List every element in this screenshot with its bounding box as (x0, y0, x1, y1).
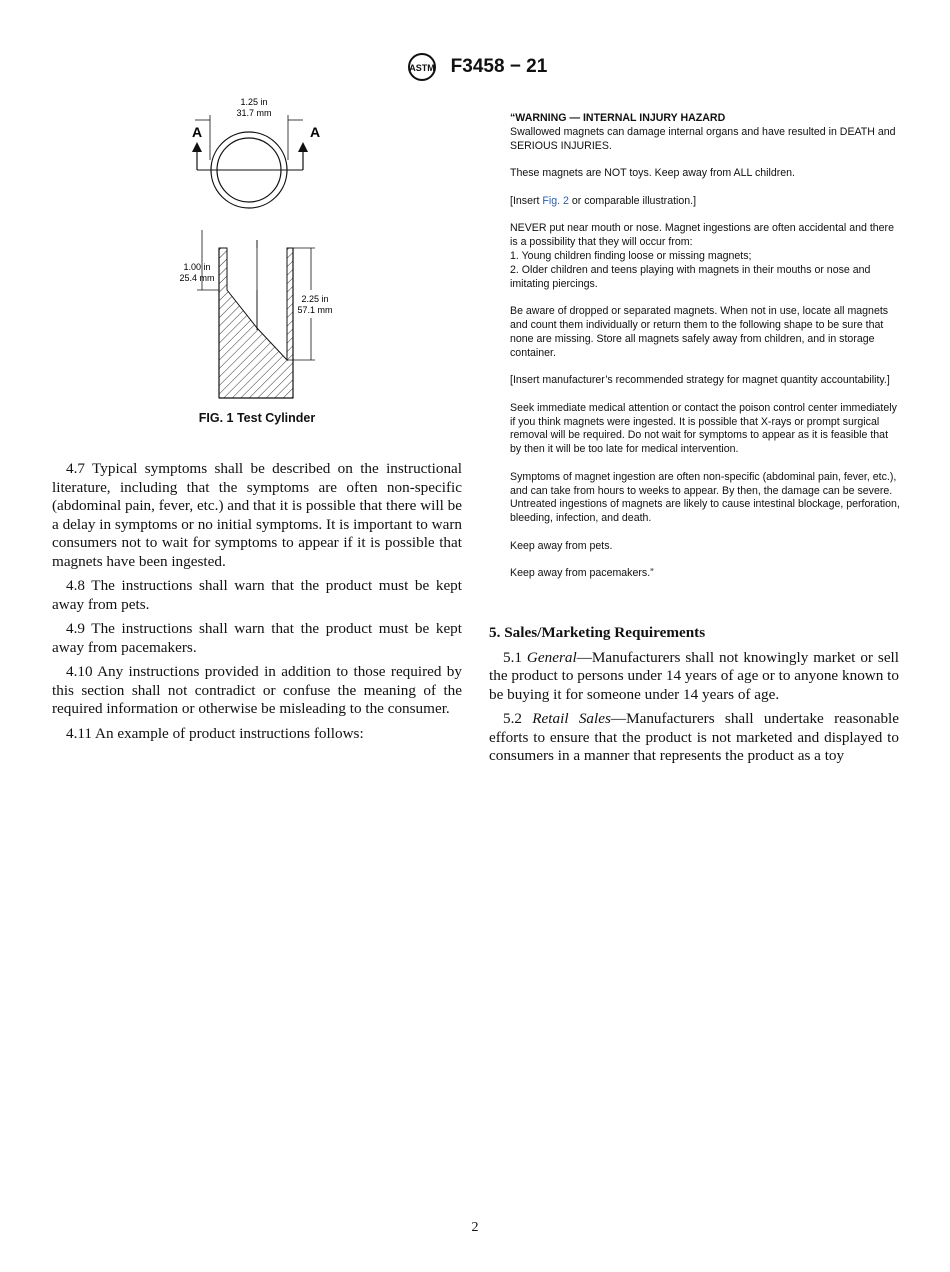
astm-logo-icon (403, 52, 441, 82)
warning-never (510, 222, 900, 291)
paragraph-4-11: 4.11 An example of product instructions follows: (66, 724, 364, 742)
p52-text: —Manufacturers shall undertake reasonable efforts to ensure that the product is not marketed and displayed to consumers in a manner that represents the product as a toy (489, 710, 899, 764)
never-line-3: 2. Older children and teens playing with magnets in their mouths or nose and imitating piercings. (510, 263, 871, 290)
warning-insert-figure (510, 195, 900, 209)
height-mm-label: 57.1 mm (297, 305, 333, 315)
warning-strategy: [Insert manufacturer’s recommended strategy for magnet quantity accountability.] (510, 374, 890, 387)
p52-term: Retail Sales (532, 710, 611, 727)
warning-title: “WARNING — INTERNAL INJURY HAZARD (510, 112, 726, 124)
warning-pets: Keep away from pets. (510, 539, 613, 552)
depth-mm-label: 25.4 mm (179, 273, 215, 283)
fig-2-link[interactable]: Fig. 2 (542, 194, 569, 207)
paragraph-5-2 (489, 710, 899, 766)
never-line-2: 1. Young children finding loose or missing magnets; (510, 249, 752, 262)
warning-medical: Seek immediate medical attention or contact the poison control center immediately if you think magnets were ingested. It is possible that X-rays or prompt surgical removal will be required. Do not wait for symptoms to appear as it is feasible that by then it will be too late for medical intervention. (510, 401, 897, 456)
svg-text:ASTM: ASTM (408, 63, 435, 73)
never-line-1: NEVER put near mouth or nose. Magnet ingestions are often accidental and there is a possibility that they will occur from: (510, 222, 894, 249)
section-label-left: A (191, 124, 203, 140)
diameter-in-label: 1.25 in (240, 97, 268, 107)
left-column (52, 460, 462, 749)
section-label-right: A (309, 124, 321, 140)
warning-example-box (510, 112, 900, 595)
figure-caption: FIG. 1 Test Cylinder (198, 411, 316, 425)
right-column (489, 624, 899, 772)
insert-suffix: or comparable illustration.] (568, 194, 697, 207)
warning-symptoms: Symptoms of magnet ingestion are often non-specific (abdominal pain, fever, etc.), and can take from hours to weeks to appear. By then, the damage can be severe. Untreated ingestions of magnets are likely to cause intestinal blockage, perforation, bleeding, infection, and death. (510, 470, 900, 525)
page-number: 2 (471, 1220, 479, 1235)
paragraph-4-7: 4.7 Typical symptoms shall be described on the instructional literature, including that the symptoms are often non-specific (abdominal pain, fever, etc.) and that it is possible that there will be a delay in symptoms or no initial symptoms. It is important to warn consumers not to wait for symptoms to appear if it is possible that magnets have been ingested. (52, 460, 462, 570)
paragraph-5-1 (489, 649, 899, 705)
diameter-mm-label: 31.7 mm (236, 108, 272, 118)
p51-text: —Manufacturers shall not knowingly market or sell the product to persons under 14 years of age or to anyone known to be buying it for someone under 14 years of age. (489, 648, 899, 703)
depth-in-label: 1.00 in (183, 262, 211, 272)
height-in-label: 2.25 in (301, 294, 329, 304)
test-cylinder-figure (175, 90, 355, 410)
p51-number: 5.1 (503, 648, 527, 666)
page-header (0, 52, 950, 82)
warning-aware: Be aware of dropped or separated magnets. When not in use, locate all magnets and count them individually or return them to the following shape to be sure that none are missing. Store all magnets safely away from children, and in storage container. (510, 305, 889, 359)
warning-intro: Swallowed magnets can damage internal organs and have resulted in DEATH and SERIOUS INJURIES. (510, 125, 896, 152)
warning-pacemakers: Keep away from pacemakers.” (510, 567, 654, 580)
paragraph-4-10: 4.10 Any instructions provided in addition to those required by this section shall not contradict or confuse the meaning of the required information or otherwise be misleading to the consumer. (52, 663, 462, 717)
insert-prefix: [Insert (510, 194, 543, 207)
standard-designation: F3458 − 21 (450, 56, 548, 77)
section-5-heading: 5. Sales/Marketing Requirements (489, 624, 706, 641)
p51-term: General (526, 648, 577, 666)
paragraph-4-8: 4.8 The instructions shall warn that the product must be kept away from pets. (52, 577, 462, 613)
warning-not-toys: These magnets are NOT toys. Keep away from ALL children. (510, 167, 795, 180)
paragraph-4-9: 4.9 The instructions shall warn that the product must be kept away from pacemakers. (52, 620, 462, 656)
p52-number: 5.2 (503, 710, 533, 727)
